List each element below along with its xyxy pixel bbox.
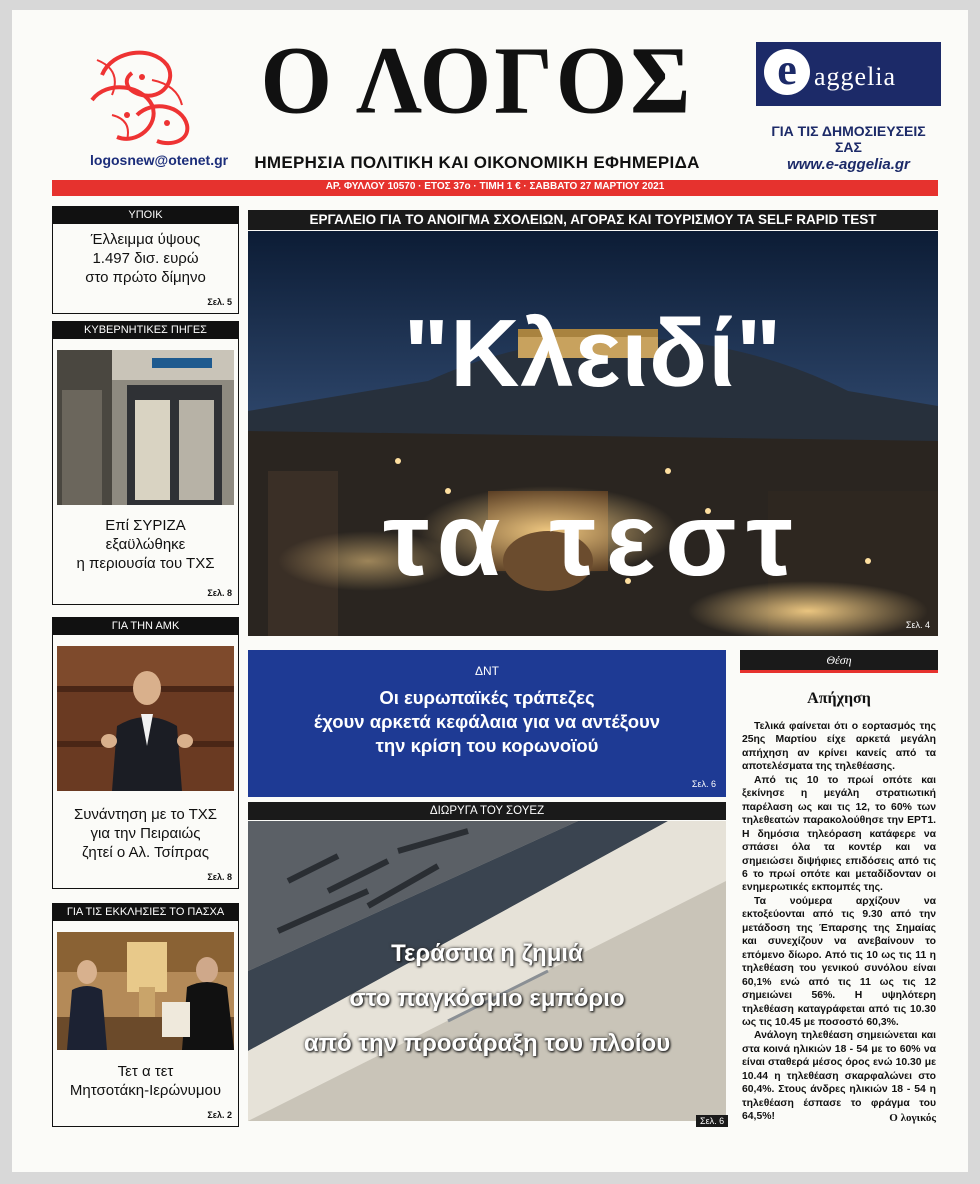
page-ref: Σελ. 8 [207, 588, 232, 598]
dnt-story [248, 650, 726, 797]
opinion-paragraph: Ανάλογη τηλεθέαση σημειώνεται και στα κοινά ηλικιών 18 - 54 με το 60% να είναι σταθερά μέσος όρος ενώ 10.30 με 10.44 η τηλεθέαση σκαρφαλώνει στο 60,4%. Στους άνδρες ηλικιών 18 - 54 η τηλεθέαση έσπασε το φράγμα του 64,5%! [742, 1030, 936, 1123]
sidebar-headline: Έλλειμμα ύψους 1.497 δισ. ευρώ στο πρώτο δίμηνο [85, 231, 206, 286]
eaggelia-logo-word: aggelia [814, 62, 897, 91]
sidebar-story-txs [52, 321, 239, 605]
opinion-paragraph: Τα νούμερα αρχίζουν να εκτοξεύονται από τις 9.30 από την μετάδοση της Έπαρσης της Σημαίας και συνεχίζουν να ανεβαίνουν το επόμενο δίωρο. Από τις 10 ως τις 11 η τηλεθέαση του γενικού συνόλου είναι 60,1% ενώ από τις 11 ως τις 12 σημειώνει 56%. Η υψηλότερη τηλεθέαση καταγράφεται από τις 10.30 ως τις 10.45 με ποσοστό 60,3%. [742, 895, 936, 1028]
sidebar-section-label: ΥΠΟΙΚ [53, 207, 238, 224]
bank-building-photo [57, 350, 234, 505]
suez-headline: Τεράστια η ζημιά στο παγκόσμιο εμπόριο από την προσάραξη του πλοίου [303, 940, 671, 1057]
page-ref: Σελ. 2 [207, 1110, 232, 1120]
sidebar-story-easter [52, 903, 239, 1127]
sidebar-headline: Τετ α τετ Μητσοτάκη-Ιερώνυμου [69, 1063, 222, 1099]
sidebar-headline: Συνάντηση με το ΤΧΣ για την Πειραιώς ζητεί ο Αλ. Τσίπρας [73, 806, 218, 861]
sidebar-section-label: ΓΙΑ ΤΙΣ ΕΚΚΛΗΣΙΕΣ ΤΟ ΠΑΣΧΑ [53, 904, 238, 921]
opinion-body [742, 720, 936, 1124]
newspaper-subtitle: ΗΜΕΡΗΣΙΑ ΠΟΛΙΤΙΚΗ ΚΑΙ ΟΙΚΟΝΟΜΙΚΗ ΕΦΗΜΕΡΙΔΑ [254, 153, 700, 172]
opinion-signature: Ο λογικός [889, 1112, 936, 1124]
opinion-section-label: Θέση [740, 650, 938, 673]
suez-story [248, 821, 726, 1121]
contact-email: logosnew@otenet.gr [90, 152, 229, 168]
sidebar-section-label: ΓΙΑ ΤΗΝ ΑΜΚ [53, 618, 238, 635]
issue-line: ΑΡ. ΦΥΛΛΟΥ 10570 · ΕΤΟΣ 37ο · ΤΙΜΗ 1 € · ΣΑΒΒΑΤΟ 27 ΜΑΡΤΙΟΥ 2021 [325, 181, 665, 192]
lead-kicker: ΕΡΓΑΛΕΙΟ ΓΙΑ ΤΟ ΑΝΟΙΓΜΑ ΣΧΟΛΕΙΩΝ, ΑΓΟΡΑΣ ΚΑΙ ΤΟΥΡΙΣΜΟΥ ΤΑ SELF RAPID TEST [248, 210, 938, 230]
logo-faces-illustration [82, 45, 197, 150]
opinion-title: Απήχηση [807, 690, 871, 707]
sidebar-section-label: ΚΥΒΕΡΝΗΤΙΚΕΣ ΠΗΓΕΣ [53, 322, 238, 339]
tsipras-photo [57, 646, 234, 791]
eaggelia-logo-letter: e [764, 49, 810, 95]
sidebar-headline: Επί ΣΥΡΙΖΑ εξαϋλώθηκε η περιουσία του ΤΧΣ [76, 517, 215, 572]
opinion-paragraph: Από τις 10 το πρωί οπότε και ξεκίνησε η μεγάλη στρατιωτική παρέλαση ως και τις 12, το 60% των τηλεθεατών παρακολούθησε την ΕΡΤ1. Η δημόσια τηλεόραση κατάφερε να σπάσει όλα τα κοντέρ και να σημειώσει διψήφιες επιδόσεις από τις 6 το πρωί οπότε και μεταδίδονταν οι ενημερωτικές εκπομπές της. [742, 774, 936, 894]
opinion-paragraph: Τελικά φαίνεται ότι ο εορτασμός της 25ης Μαρτίου είχε αρκετά μεγάλη απήχηση αν κρίνει κανείς από τα αποτελέσματα της τηλεθέασης. [742, 721, 936, 773]
eaggelia-ad [756, 42, 941, 106]
dnt-section-label: ΔΝΤ [474, 664, 499, 678]
lead-headline-line1: "Κλειδί" [403, 300, 783, 407]
lead-headline-line2: τα τεστ [383, 482, 803, 598]
newspaper-front-page [12, 10, 968, 1172]
page-ref: Σελ. 8 [207, 872, 232, 882]
page-ref: Σελ. 5 [207, 297, 232, 307]
page-ref: Σελ. 4 [905, 620, 930, 630]
meeting-photo [57, 932, 234, 1050]
issue-bar [52, 180, 938, 196]
suez-section-label: ΔΙΩΡΥΓΑ ΤΟΥ ΣΟΥΕΖ [248, 802, 726, 820]
page-ref: Σελ. 6 [696, 1115, 728, 1127]
sidebar-story-deficit [52, 206, 239, 314]
newspaper-title: Ο ΛΟΓΟΣ [260, 26, 694, 134]
lead-story-photo [248, 231, 938, 636]
dnt-headline: Οι ευρωπαϊκές τράπεζες έχουν αρκετά κεφάλαια για να αντέξουν την κρίση του κορωνοϊού [313, 687, 661, 756]
sidebar-story-tsipras [52, 617, 239, 889]
eaggelia-url: www.e-aggelia.gr [787, 156, 910, 173]
eaggelia-tagline: ΓΙΑ ΤΙΣ ΔΗΜΟΣΙΕΥΣΕΙΣ ΣΑΣ [771, 123, 926, 155]
page-ref: Σελ. 6 [691, 779, 716, 789]
